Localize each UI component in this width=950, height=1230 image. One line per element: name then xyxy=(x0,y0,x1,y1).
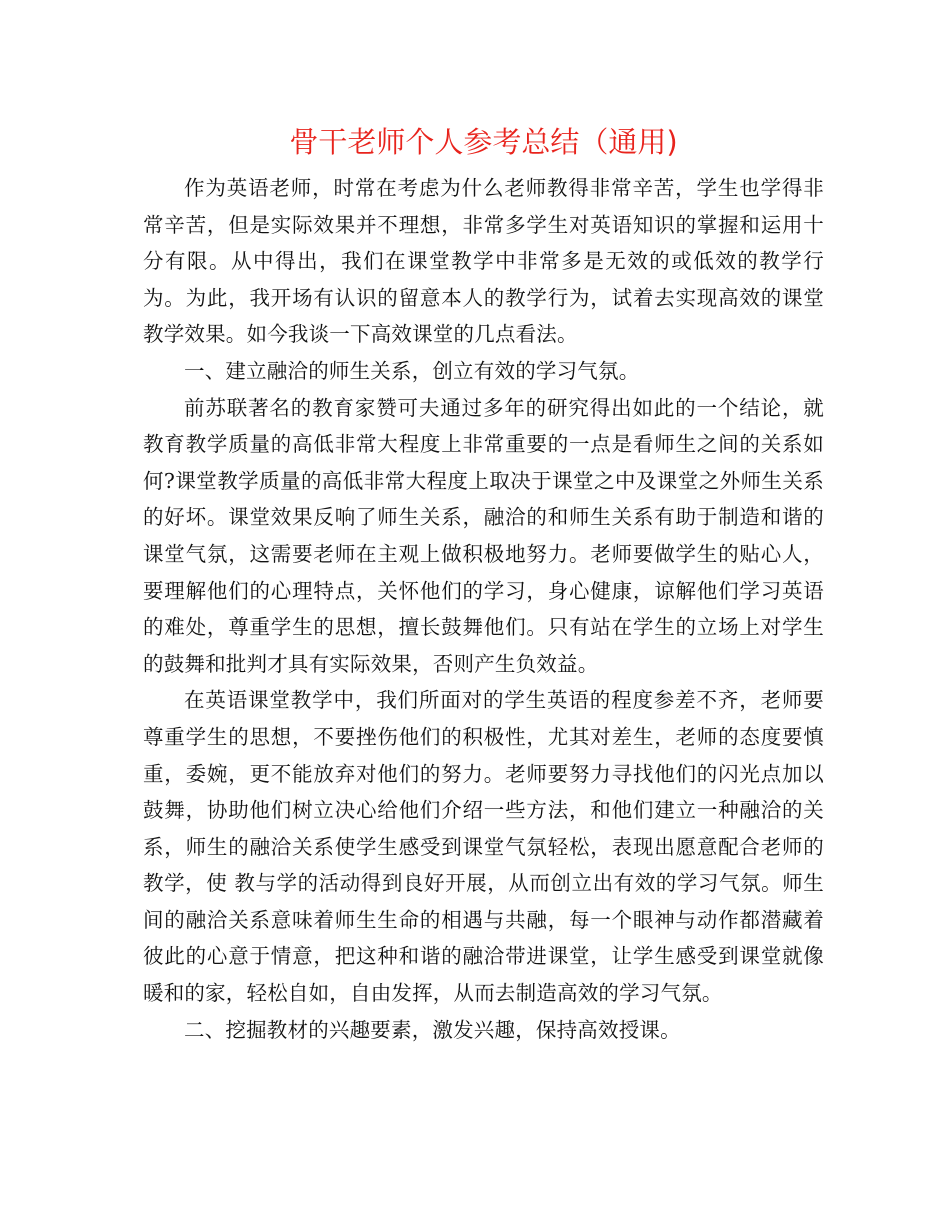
paragraph-classroom: 在英语课堂教学中，我们所面对的学生英语的程度参差不齐，老师要尊重学生的思想，不要挫伤他们的积极性，尤其对差生，老师的态度要慎重，委婉，更不能放弃对他们的努力。老师要努力寻找他们的闪光点加以鼓舞，协助他们树立决心给他们介绍一些方法，和他们建立一种融洽的关系，师生的融洽关系使学生感受到课堂气氛轻松，表现出愿意配合老师的教学，使 教与学的活动得到良好开展，从而创立出有效的学习气氛。师生间的融洽关系意味着师生生命的相遇与共融，每一个眼神与动作都潜藏着彼此的心意于情意，把这种和谐的融洽带进课堂，让学生感受到课堂就像暖和的家，轻松自如，自由发挥，从而去制造高效的学习气氛。 xyxy=(143,688,824,1006)
document-title: 骨干老师个人参考总结（通用) xyxy=(289,125,678,159)
section-heading-2: 二、挖掘教材的兴趣要素，激发兴趣，保持高效授课。 xyxy=(184,1017,681,1042)
paragraph-intro: 作为英语老师，时常在考虑为什么老师教得非常辛苦，学生也学得非常辛苦，但是实际效果并不理想，非常多学生对英语知识的掌握和运用十分有限。从中得出，我们在课堂教学中非常多是无效的或低效的教学行为。为此，我开场有认识的留意本人的教学行为，试着去实现高效的课堂教学效果。如今我谈一下高效课堂的几点看法。 xyxy=(143,176,824,347)
section-heading-1: 一、建立融洽的师生关系，创立有效的学习气氛。 xyxy=(184,358,640,383)
paragraph-relationship: 前苏联著名的教育家赞可夫通过多年的研究得出如此的一个结论，就教育教学质量的高低非常大程度上非常重要的一点是看师生之间的关系如何?课堂教学质量的高低非常大程度上取决于课堂之中及课堂之外师生关系的好坏。课堂效果反响了师生关系，融洽的和师生关系有助于制造和谐的课堂气氛，这需要老师在主观上做积极地努力。老师要做学生的贴心人，要理解他们的心理特点，关怀他们的学习，身心健康，谅解他们学习英语的难处，尊重学生的思想，擅长鼓舞他们。只有站在学生的立场上对学生的鼓舞和批判才具有实际效果，否则产生负效益。 xyxy=(143,395,824,676)
